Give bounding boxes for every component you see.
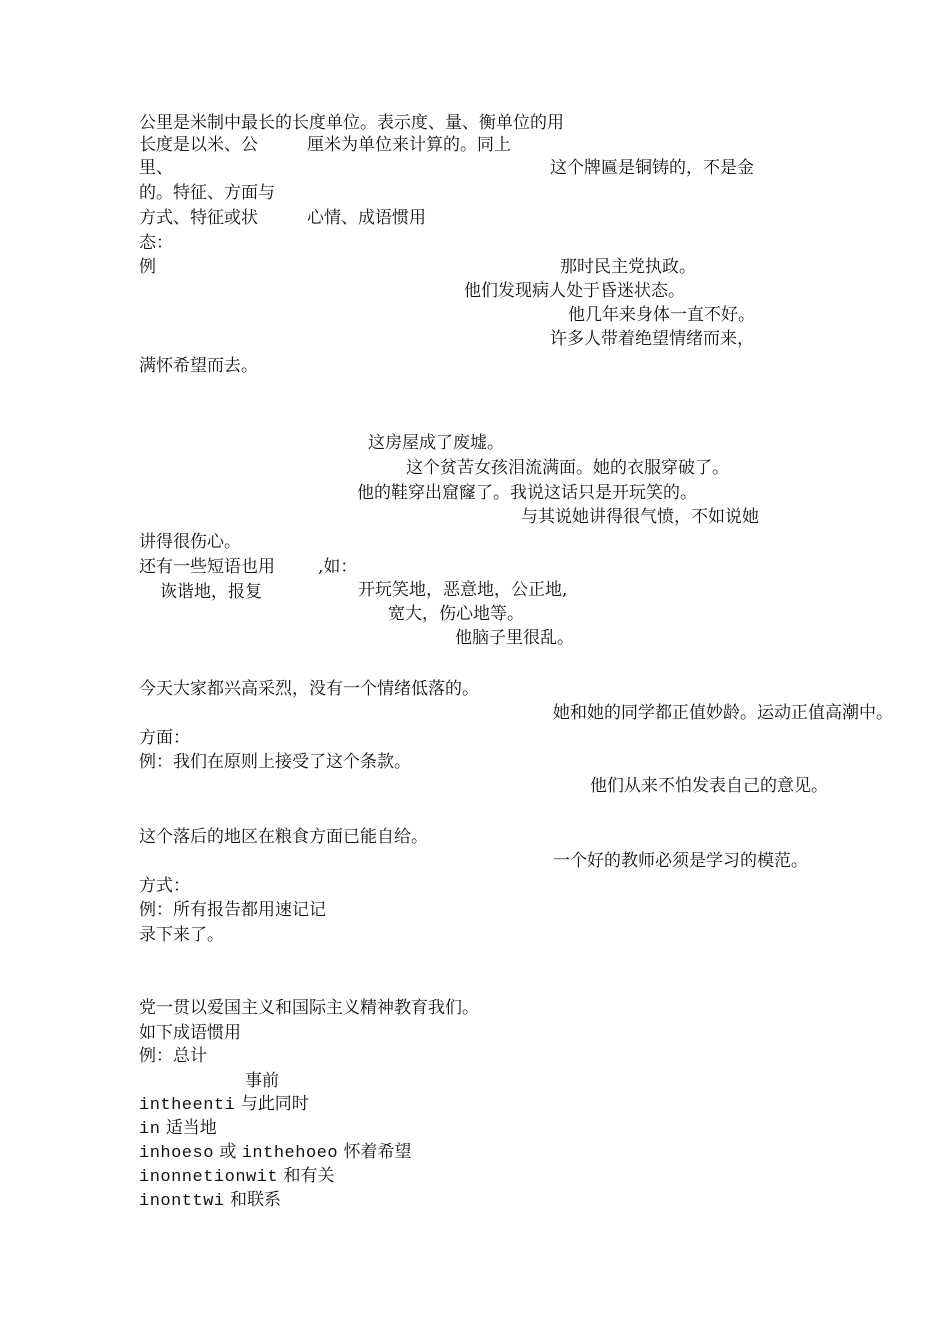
phrase-line (139, 1190, 281, 1212)
text-line: 这个贫苦女孩泪流满面。她的衣服穿破了。 (406, 458, 729, 478)
phrase-chinese: 怀着希望 (343, 1142, 412, 1162)
text-line: 他脑子里很乱。 (455, 628, 574, 648)
text-line: 诙谐地，报复 (160, 582, 262, 602)
phrase-line (139, 1166, 335, 1188)
text-line: 如下成语惯用 (139, 1023, 241, 1043)
phrase-chinese: 适当地 (165, 1118, 217, 1138)
text-line: 他们发现病人处于昏迷状态。 (464, 281, 685, 301)
text-line: 长度是以米、公 (139, 135, 258, 155)
text-line: 厘米为单位来计算的。同上 (307, 135, 511, 155)
phrase-line (139, 1142, 411, 1164)
phrase-chinese: 和联系 (230, 1190, 282, 1210)
text-line: 态： (139, 233, 173, 253)
phrase-english: inonttwi (139, 1192, 225, 1211)
phrase-chinese: 和有关 (283, 1166, 335, 1186)
phrase-english-alt: inthehoeo (241, 1144, 339, 1163)
text-line: 这房屋成了废墟。 (368, 433, 504, 453)
text-line: 例：我们在原则上接受了这个条款。 (139, 752, 411, 772)
text-line: 与其说她讲得很气愤，不如说她 (521, 507, 759, 527)
text-line: 例：总计 (139, 1046, 207, 1066)
text-line: 宽大，伤心地等。 (388, 604, 524, 624)
text-line: 例 (139, 257, 156, 277)
text-line: 公里是米制中最长的长度单位。表示度、量、衡单位的用 (139, 113, 564, 133)
text-line: 许多人带着绝望情绪而来， (550, 329, 754, 349)
text-line: 那时民主党执政。 (560, 257, 696, 277)
text-line: 方式： (139, 876, 190, 896)
text-line: 满怀希望而去。 (139, 356, 258, 376)
text-line: 的。特征、方面与 (139, 183, 275, 203)
text-line: 录下来了。 (139, 925, 224, 945)
text-line: ,如： (318, 557, 358, 577)
text-line: 党一贯以爱国主义和国际主义精神教育我们。 (139, 998, 479, 1018)
text-line: 方面： (139, 728, 190, 748)
text-line: 方式、特征或状 (139, 208, 258, 228)
phrase-english: intheenti (139, 1096, 236, 1115)
text-line: 一个好的教师必须是学习的模范。 (553, 851, 808, 871)
text-line: 她和她的同学都正值妙龄。运动正值高潮中。 (553, 703, 893, 723)
phrase-line (139, 1094, 309, 1116)
text-line: 开玩笑地，恶意地，公正地, (358, 580, 568, 600)
text-line: 他们从来不怕发表自己的意见。 (590, 776, 828, 796)
text-line: 他几年来身体一直不好。 (568, 305, 755, 325)
phrase-line (139, 1118, 217, 1140)
phrase-chinese: 与此同时 (240, 1094, 309, 1114)
text-line: 事前 (245, 1071, 279, 1091)
text-line: 这个牌匾是铜铸的，不是金 (550, 158, 754, 178)
phrase-connector: 或 (219, 1142, 237, 1162)
text-line: 他的鞋穿出窟窿了。我说这话只是开玩笑的。 (357, 483, 697, 503)
text-line: 今天大家都兴高采烈，没有一个情绪低落的。 (139, 679, 479, 699)
text-line: 这个落后的地区在粮食方面已能自给。 (139, 827, 428, 847)
phrase-english: in (139, 1120, 161, 1139)
text-line: 心情、成语惯用 (307, 208, 426, 228)
phrase-english: inhoeso (139, 1144, 214, 1163)
text-line: 例：所有报告都用速记记 (139, 900, 326, 920)
text-line: 还有一些短语也用 (139, 557, 275, 577)
text-line: 里、 (139, 158, 173, 178)
text-line: 讲得很伤心。 (139, 532, 241, 552)
phrase-english: inonnetionwit (139, 1168, 279, 1187)
